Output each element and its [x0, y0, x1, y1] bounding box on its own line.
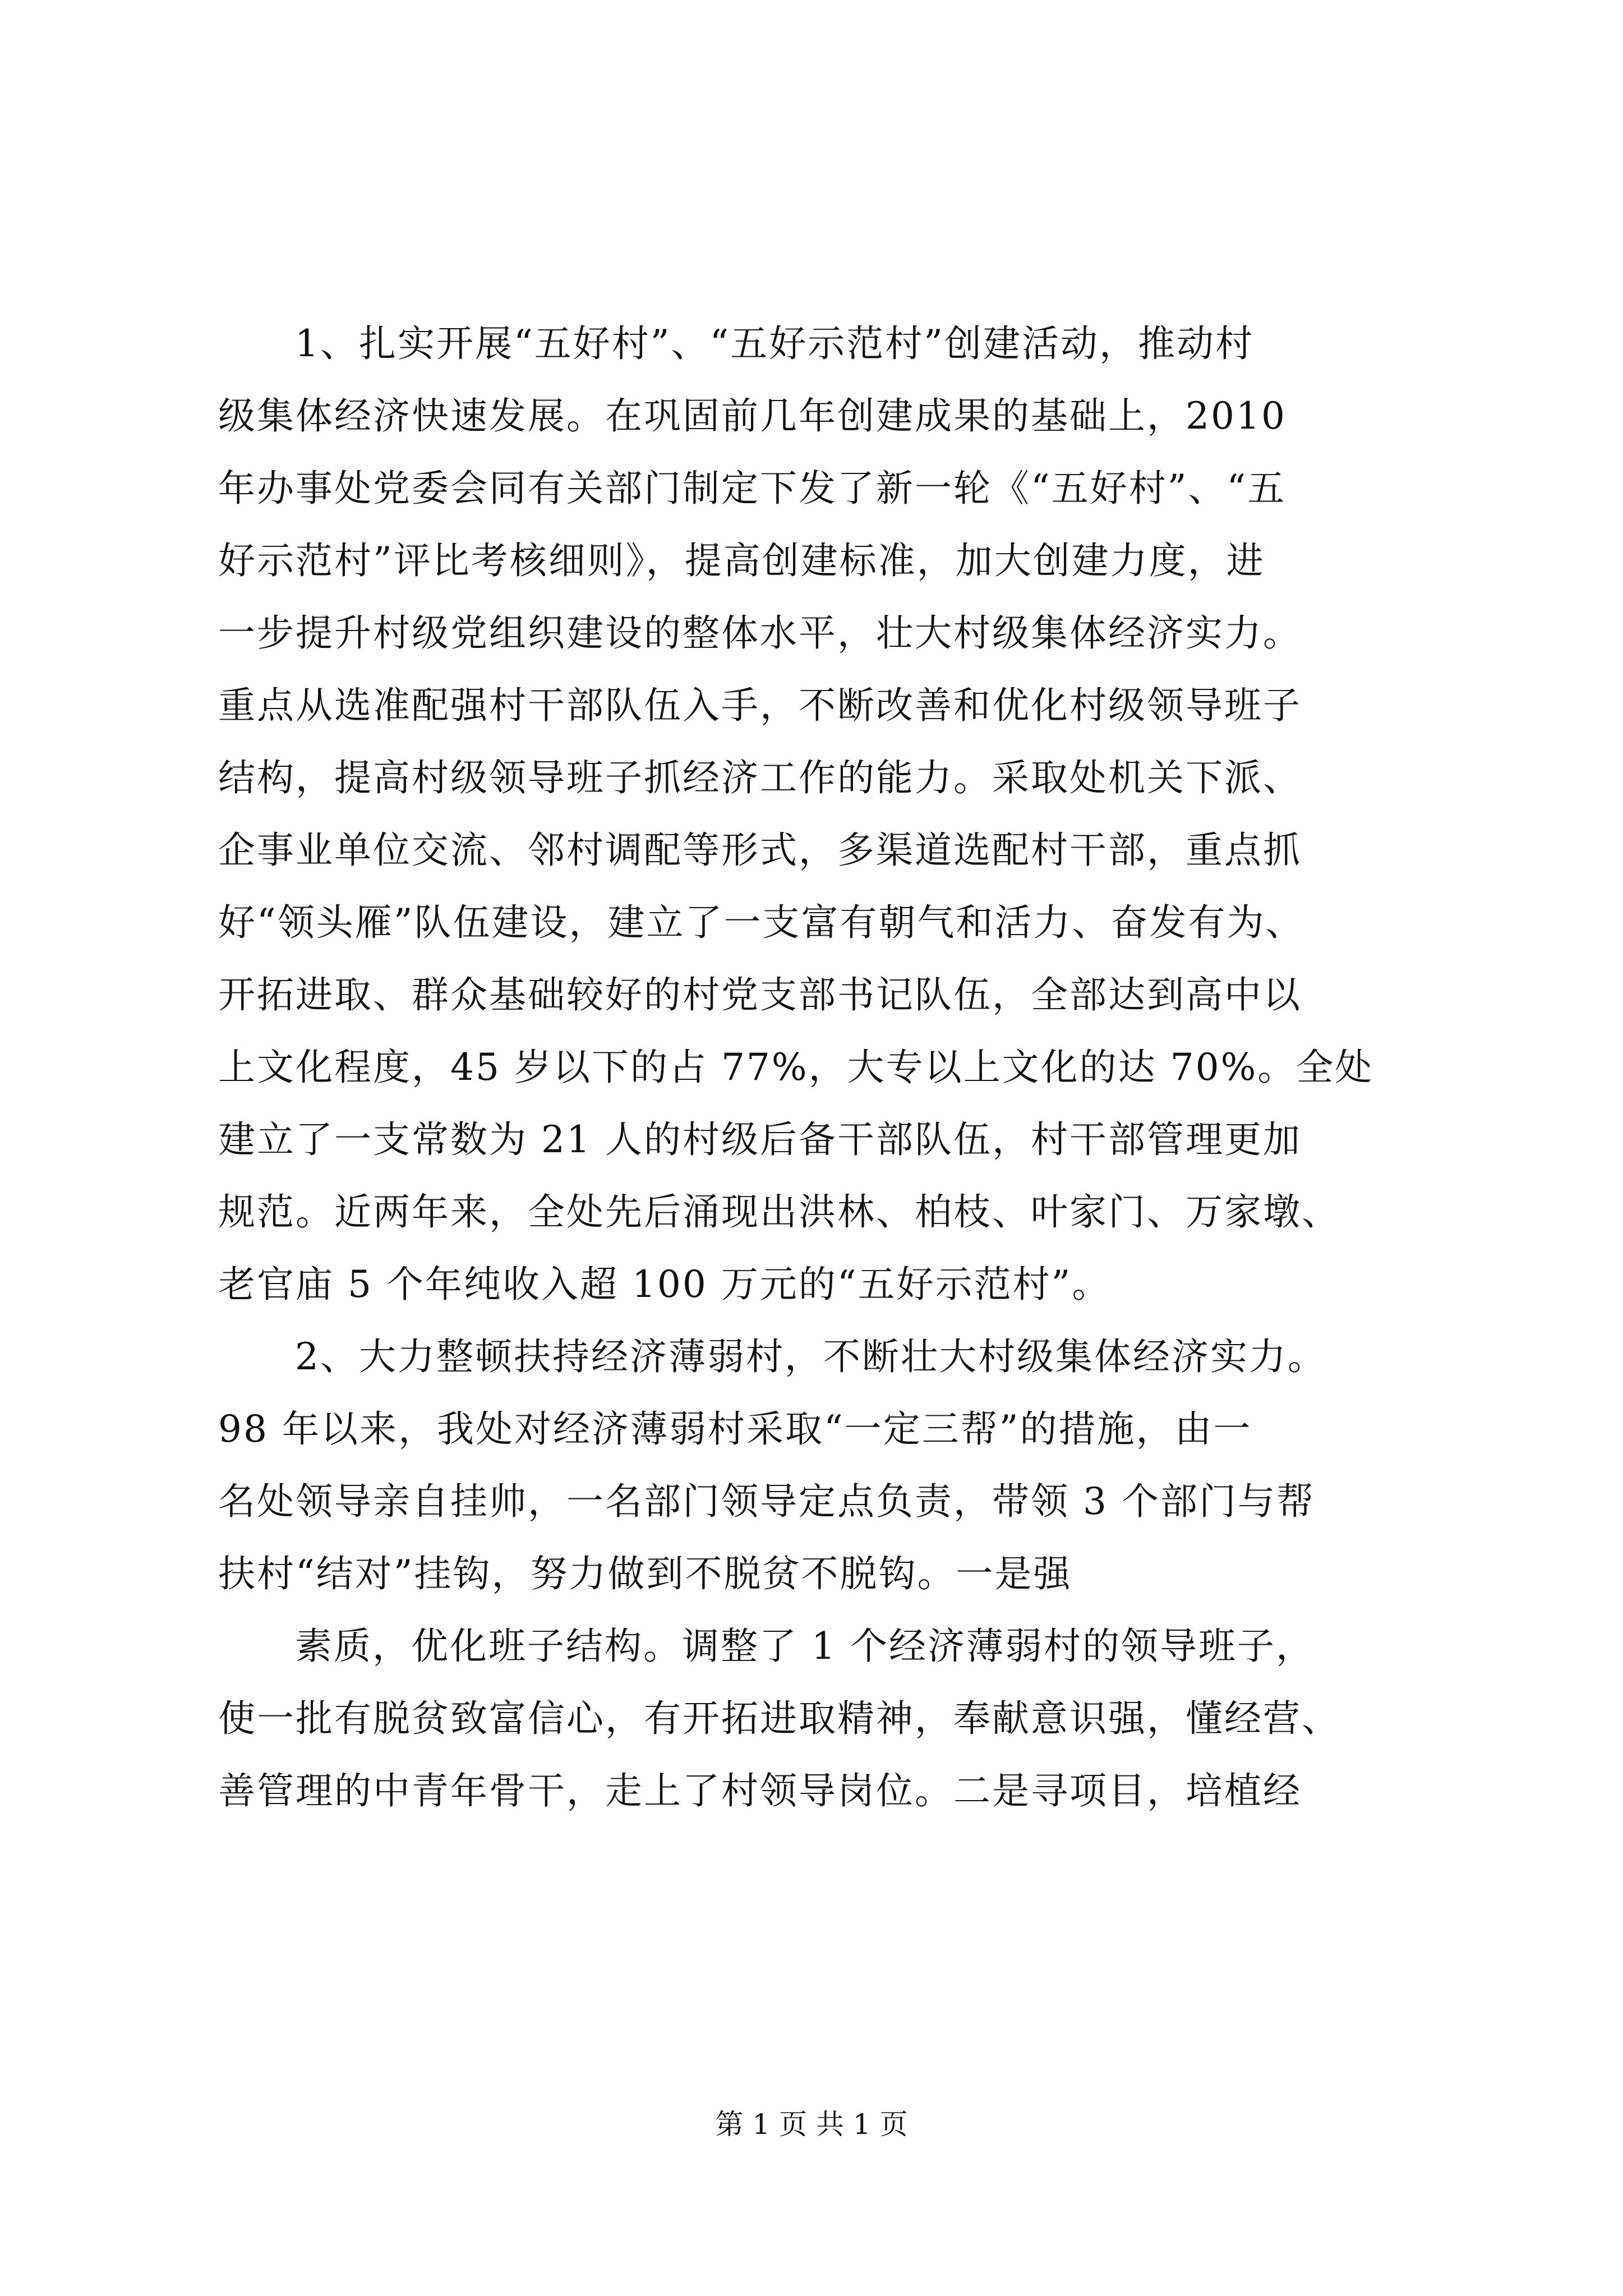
- text-line-6: 重点从选准配强村干部队伍入手，不断改善和优化村级领导班子: [218, 684, 1302, 727]
- text-line-10: 开拓进取、群众基础较好的村党支部书记队伍，全部达到高中以: [218, 973, 1302, 1016]
- text-line-7: 结构，提高村级领导班子抓经济工作的能力。采取处机关下派、: [218, 756, 1302, 799]
- text-line-2: 级集体经济快速发展。在巩固前几年创建成果的基础上，2010: [218, 394, 1287, 438]
- text-line-4: 好示范村”评比考核细则》，提高创建标准，加大创建力度，进: [218, 539, 1265, 582]
- text-line-14: 老官庙 5 个年纯收入超 100 万元的“五好示范村”。: [218, 1263, 1111, 1306]
- text-line-21: 善管理的中青年骨干，走上了村领导岗位。二是寻项目，培植经: [218, 1769, 1302, 1812]
- text-line-9: 好“领头雁”队伍建设，建立了一支富有朝气和活力、奋发有为、: [218, 901, 1304, 944]
- text-line-11: 上文化程度，45 岁以下的占 77%，大专以上文化的达 70%。全处: [218, 1046, 1374, 1089]
- text-line-8: 企事业单位交流、邻村调配等形式，多渠道选配村干部，重点抓: [218, 829, 1302, 872]
- text-line-16: 98 年以来，我处对经济薄弱村采取“一定三帮”的措施，由一: [218, 1407, 1252, 1451]
- text-line-1: 1、扎实开展“五好村”、“五好示范村”创建活动，推动村: [295, 322, 1254, 365]
- text-line-18: 扶村“结对”挂钩，努力做到不脱贫不脱钩。一是强: [218, 1552, 1072, 1595]
- text-line-20: 使一批有脱贫致富信心，有开拓进取精神，奉献意识强，懂经营、: [218, 1697, 1340, 1740]
- text-line-13: 规范。近两年来，全处先后涌现出洪林、柏枝、叶家门、万家墩、: [218, 1190, 1340, 1234]
- text-line-12: 建立了一支常数为 21 人的村级后备干部队伍，村干部管理更加: [218, 1118, 1302, 1161]
- text-line-5: 一步提升村级党组织建设的整体水平，壮大村级集体经济实力。: [218, 611, 1302, 655]
- text-line-15: 2、大力整顿扶持经济薄弱村，不断壮大村级集体经济实力。: [295, 1335, 1326, 1378]
- text-line-19: 素质，优化班子结构。调整了 1 个经济薄弱村的领导班子，: [295, 1625, 1315, 1668]
- text-line-17: 名处领导亲自挂帅，一名部门领导定点负责，带领 3 个部门与帮: [218, 1480, 1315, 1523]
- page-footer: 第 1 页 共 1 页: [715, 2108, 908, 2141]
- text-line-3: 年办事处党委会同有关部门制定下发了新一轮《“五好村”、“五: [218, 467, 1287, 510]
